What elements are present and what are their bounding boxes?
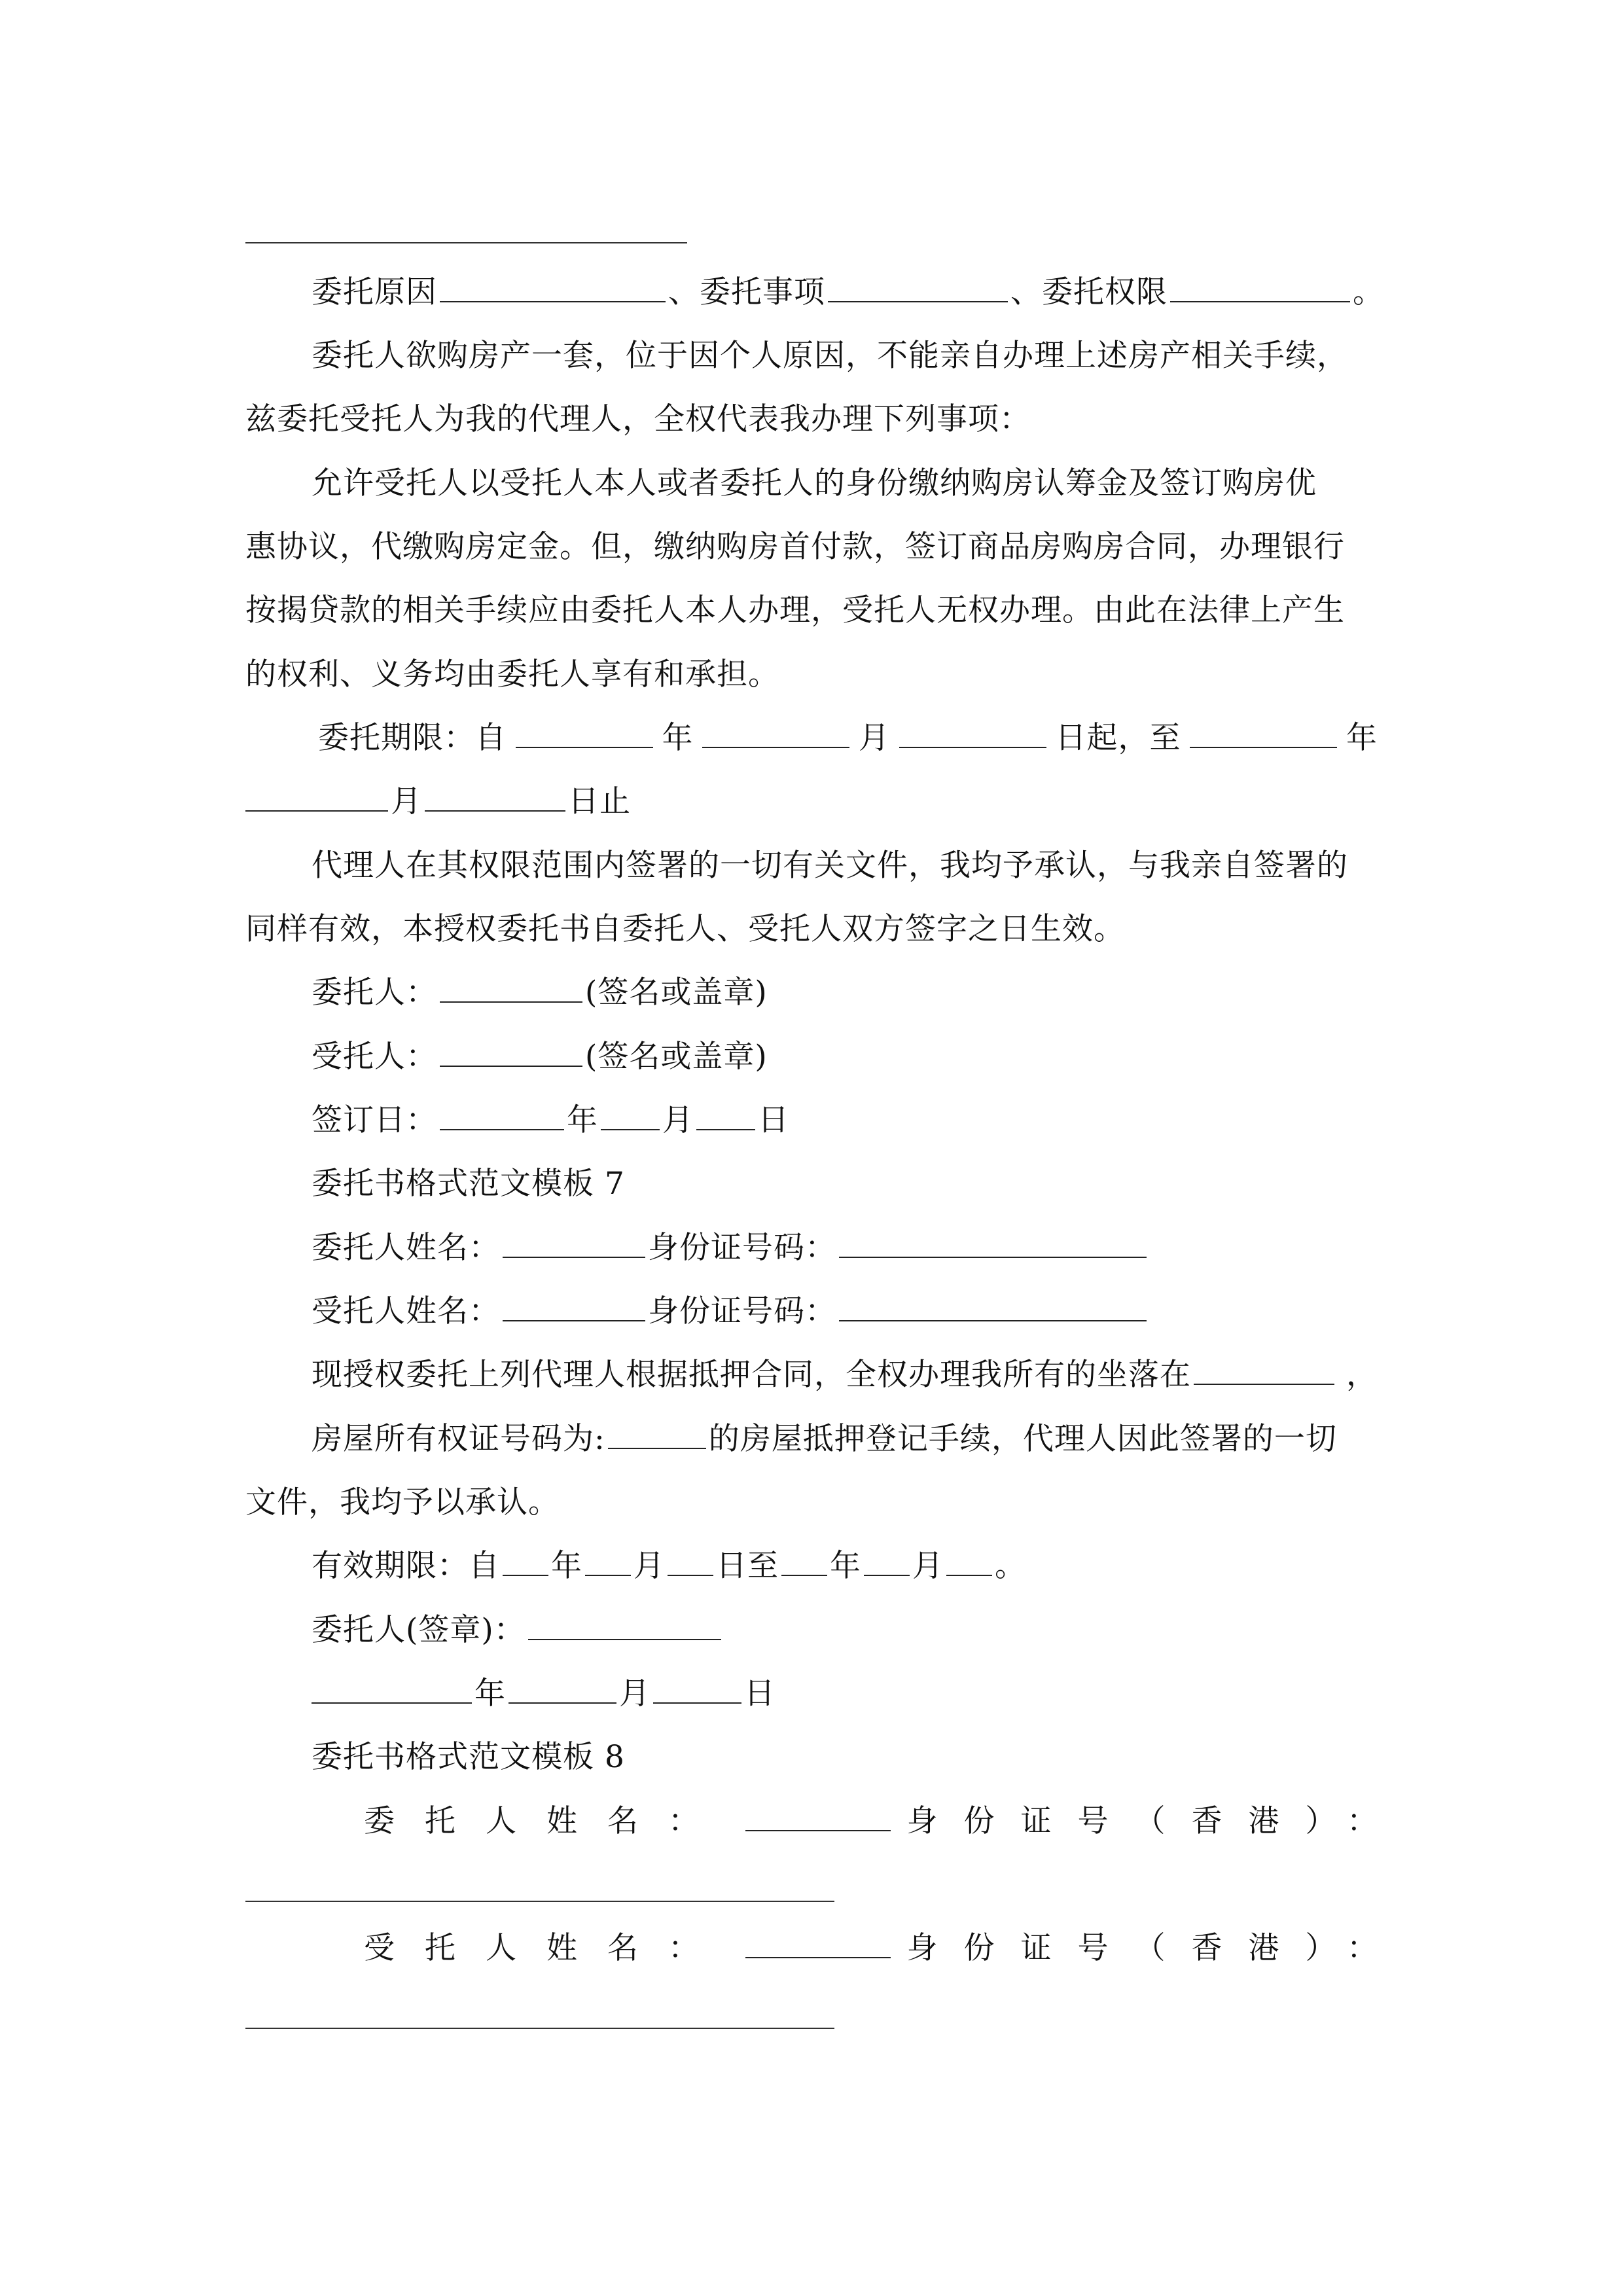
blank-field[interactable] (503, 1549, 548, 1576)
label: 年 (1346, 720, 1378, 756)
name-field[interactable] (745, 1804, 891, 1831)
label: 委托原因 (312, 274, 437, 310)
principal-id-line (312, 1216, 1378, 1280)
paragraph-line: 委托人欲购房产一套，位于因个人原因，不能亲自办理上述房产相关手续， (312, 338, 1348, 374)
name-field[interactable] (745, 1931, 891, 1958)
signature-field[interactable] (440, 975, 582, 1003)
label: (签名或盖章) (585, 975, 768, 1011)
paragraph-line: 惠协议，代缴购房定金。但，缴纳购房首付款，签订商品房购房合同，办理银行 (245, 529, 1345, 565)
label: 。 (995, 1548, 1026, 1584)
label: 委托人： (312, 975, 437, 1011)
agent-hk-id-line (364, 1916, 1404, 1980)
name-field[interactable] (503, 1230, 645, 1258)
label: 房屋所有权证号码为: (312, 1421, 605, 1457)
label: 身份证号码： (648, 1293, 836, 1329)
label: 身份证号码： (648, 1230, 836, 1266)
label: 委托人姓名： (312, 1230, 500, 1266)
label: 日 (758, 1102, 789, 1138)
blank-field[interactable] (702, 721, 849, 748)
label: (签名或盖章) (585, 1039, 768, 1075)
blank-field[interactable] (440, 275, 666, 302)
blank-field[interactable] (696, 1103, 755, 1130)
label: 委托期限：自 (318, 720, 507, 756)
label: 委托人姓名： (364, 1803, 729, 1839)
label: ， (1346, 1357, 1378, 1393)
signature-field[interactable] (440, 1039, 582, 1067)
blank-field[interactable] (946, 1549, 992, 1576)
label: 年 (551, 1548, 582, 1584)
paragraph-line: 同样有效，本授权委托书自委托人、受托人双方签字之日生效。 (245, 911, 1125, 947)
blank-field[interactable] (653, 1676, 741, 1704)
principal-sign-line (312, 961, 1378, 1024)
blank-field[interactable] (425, 784, 565, 812)
blank-field[interactable] (440, 1103, 564, 1130)
agent-id-line (312, 1280, 1378, 1343)
label: 月 (633, 1548, 665, 1584)
label: 委托人(签章)： (312, 1612, 526, 1648)
label: 月 (662, 1102, 694, 1138)
label: 月 (619, 1676, 651, 1712)
valid-period-line (312, 1534, 1378, 1598)
paragraph-line (312, 1343, 1378, 1407)
sign-date-line (312, 1088, 1378, 1152)
label: 月 (912, 1548, 944, 1584)
label: 日起，至 (1055, 720, 1181, 756)
blank-field[interactable] (601, 1103, 660, 1130)
blank-field[interactable] (828, 275, 1008, 302)
label: 的房屋抵押登记手续，代理人因此签署的一切 (708, 1421, 1337, 1457)
section-title: 委托书格式范文模板 7 (312, 1166, 625, 1202)
principal-seal-line (312, 1598, 1378, 1662)
id-field[interactable] (839, 1230, 1147, 1258)
label: 。 (1353, 274, 1384, 310)
blank-field[interactable] (1170, 275, 1350, 302)
label: 签订日： (312, 1102, 437, 1138)
seal-date-line (312, 1662, 1378, 1725)
blank-field[interactable] (516, 721, 653, 748)
blank-field[interactable] (864, 1549, 910, 1576)
blank-field[interactable] (312, 1676, 472, 1704)
paragraph-line (312, 1407, 1378, 1471)
period-line (318, 706, 1378, 770)
paragraph-line: 代理人在其权限范围内签署的一切有关文件，我均予承认，与我亲自签署的 (312, 848, 1348, 884)
paragraph-line: 文件，我均予以承认。 (245, 1484, 560, 1520)
period-line-2 (245, 770, 1378, 833)
label: 日 (744, 1676, 776, 1712)
agent-sign-line (312, 1025, 1378, 1088)
label: 身份证号（香港）： (906, 1930, 1404, 1966)
blank-field[interactable] (668, 1549, 713, 1576)
blank-field[interactable] (245, 784, 388, 812)
label: 年 (830, 1548, 861, 1584)
paragraph-line: 允许受托人以受托人本人或者委托人的身份缴纳购房认筹金及签订购房优 (312, 465, 1317, 501)
blank-field[interactable] (1190, 721, 1337, 748)
paragraph-line: 按揭贷款的相关手续应由委托人本人办理，受托人无权办理。由此在法律上产生 (245, 592, 1345, 628)
label: 、委托事项 (668, 274, 825, 310)
label: 受托人： (312, 1039, 437, 1075)
paragraph-line: 的权利、义务均由委托人享有和承担。 (245, 656, 779, 692)
label: 受托人姓名： (364, 1930, 729, 1966)
blank-field[interactable] (899, 721, 1046, 748)
id-rule (245, 2028, 834, 2029)
label: 年 (474, 1676, 506, 1712)
entrust-line (312, 260, 1384, 324)
blank-field[interactable] (508, 1676, 616, 1704)
blank-field[interactable] (1194, 1357, 1334, 1385)
top-rule (245, 242, 687, 243)
label: 受托人姓名： (312, 1293, 500, 1329)
blank-field[interactable] (608, 1422, 706, 1449)
label: 月 (859, 720, 890, 756)
section-title: 委托书格式范文模板 8 (312, 1739, 625, 1775)
label: 年 (567, 1102, 598, 1138)
name-field[interactable] (503, 1294, 645, 1321)
label: 、委托权限 (1010, 274, 1168, 310)
label: 身份证号（香港）： (906, 1803, 1404, 1839)
label: 有效期限：自 (312, 1548, 500, 1584)
label: 月 (391, 783, 422, 819)
blank-field[interactable] (781, 1549, 827, 1576)
principal-hk-id-line (364, 1789, 1404, 1853)
blank-field[interactable] (585, 1549, 631, 1576)
label: 年 (662, 720, 694, 756)
label: 日止 (568, 783, 631, 819)
id-rule (245, 1901, 834, 1902)
id-field[interactable] (839, 1294, 1147, 1321)
signature-field[interactable] (528, 1613, 721, 1640)
label: 日至 (716, 1548, 779, 1584)
paragraph-line: 兹委托受托人为我的代理人，全权代表我办理下列事项： (245, 401, 1031, 437)
label: 现授权委托上列代理人根据抵押合同，全权办理我所有的坐落在 (312, 1357, 1191, 1393)
